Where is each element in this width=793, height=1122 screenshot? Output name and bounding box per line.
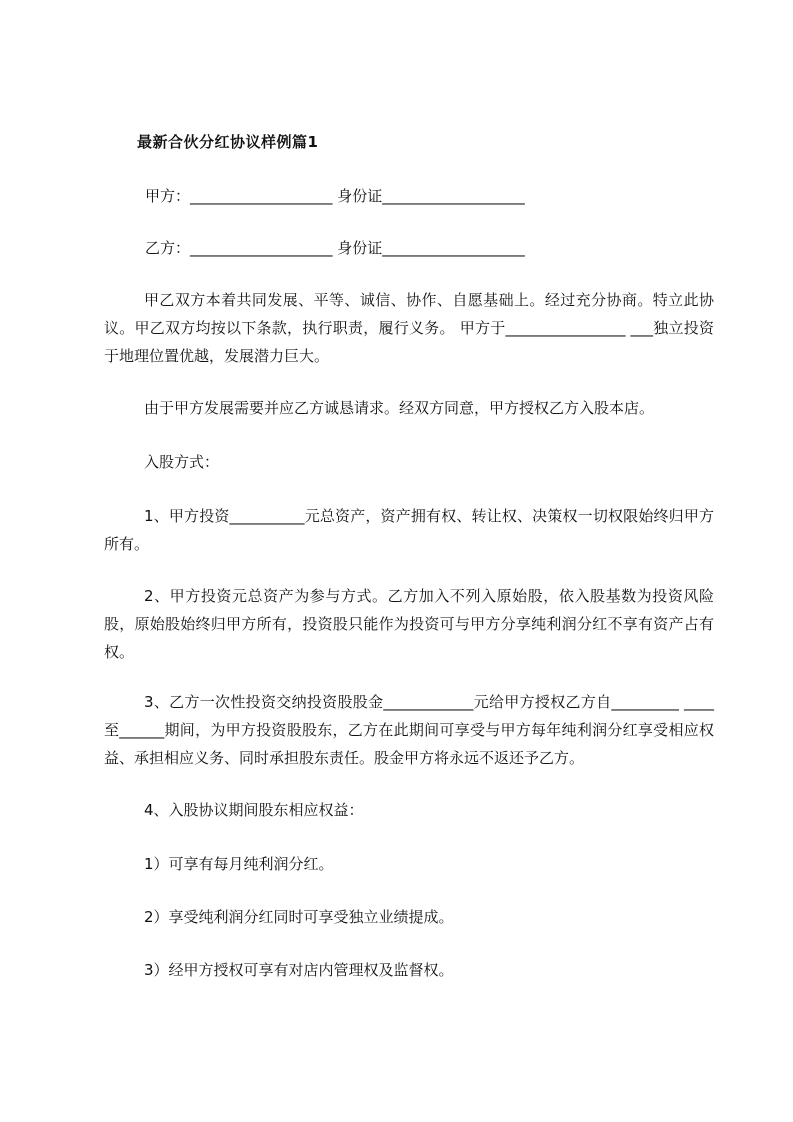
list-item-1: 1）可享有每月纯利润分红。 bbox=[144, 855, 334, 873]
paragraph-clause-4: 4、入股协议期间股东相应权益： bbox=[144, 801, 364, 819]
document-title: 最新合伙分红协议样例篇1 bbox=[137, 133, 319, 151]
list-item-3: 3）经甲方授权可享有对店内管理权及监督权。 bbox=[144, 961, 454, 979]
party-b-line: 乙方：___________________ 身份证___________________ bbox=[145, 239, 525, 257]
paragraph-authorization: 由于甲方发展需要并应乙方诚恳请求。经双方同意，甲方授权乙方入股本店。 bbox=[144, 399, 655, 417]
paragraph-intro: 甲乙双方本着共同发展、平等、诚信、协作、自愿基础上。经过充分协商。特立此协议。甲乙双方均按以下条款，执行职责，履行义务。 甲方于________________ ___独立投资于地理位置优越，发展潜力巨大。 bbox=[104, 291, 714, 365]
paragraph-clause-2: 2、甲方投资元总资产为参与方式。乙方加入不列入原始股，依入股基数为投资风险股，原始股始终归甲方所有，投资股只能作为投资可与甲方分享纯利润分红不享有资产占有权。 bbox=[104, 587, 714, 661]
list-item-2: 2）享受纯利润分红同时可享受独立业绩提成。 bbox=[144, 908, 454, 926]
paragraph-clause-1: 1、甲方投资__________元总资产，资产拥有权、转让权、决策权一切权限始终归甲方所有。 bbox=[104, 507, 714, 553]
paragraph-clause-3: 3、乙方一次性投资交纳投资股股金____________元给甲方授权乙方自_________ ____至______期间，为甲方投资股股东，乙方在此期间可享受与甲方每年纯利润分红享受相应权益、承担相应义务、同时承担股东责任。股金甲方将永远不返还予乙方。 bbox=[104, 693, 714, 767]
paragraph-method-heading: 入股方式： bbox=[144, 453, 220, 471]
party-a-line: 甲方：___________________ 身份证___________________ bbox=[145, 187, 525, 205]
